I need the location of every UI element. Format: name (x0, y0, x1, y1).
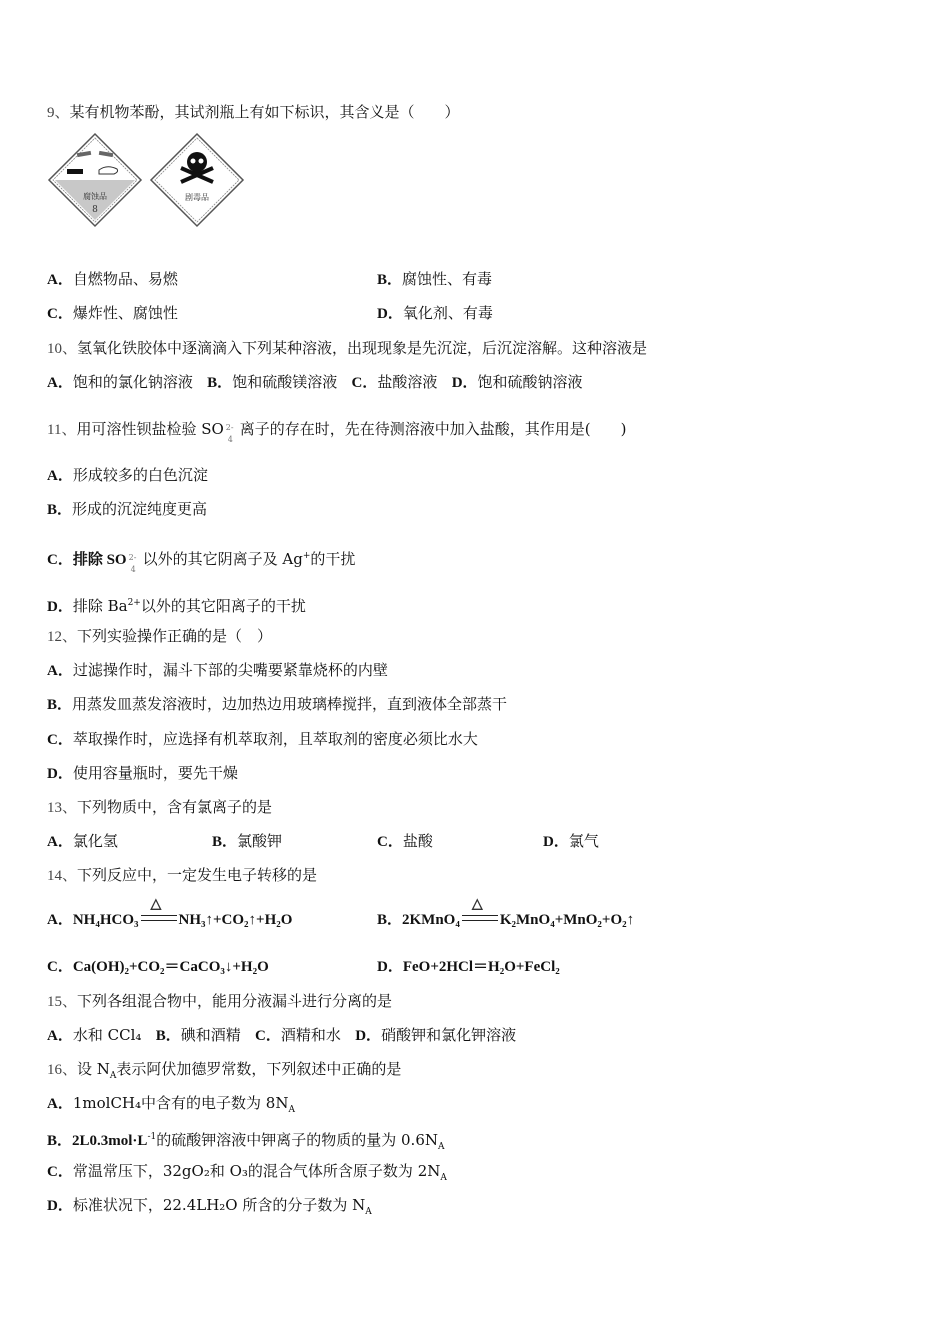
option-c[interactable]: C．酒精和水 (255, 1026, 341, 1044)
hazard-signs (47, 132, 247, 232)
option-a[interactable]: A．1molCH₄中含有的电子数为 $8N_A$ (47, 1094, 295, 1115)
option-b[interactable]: B．2KMnO₄ △ K₂MnO₄+MnO₂+O₂↑ (377, 910, 634, 931)
option-a[interactable]: A．氯化氢 (47, 832, 118, 850)
option-b[interactable]: B．用蒸发皿蒸发溶液时，边加热边用玻璃棒搅拌，直到液体全部蒸干 (47, 695, 508, 713)
option-d[interactable]: D．FeO+2HCl＝H₂O+FeCl₂ (377, 959, 560, 975)
option-c[interactable]: C．盐酸 (377, 832, 433, 850)
option-a[interactable]: A．过滤操作时，漏斗下部的尖嘴要紧靠烧杯的内壁 (47, 661, 388, 679)
option-c[interactable]: C．爆炸性、腐蚀性 (47, 304, 178, 322)
question-10-stem: 10、氢氧化铁胶体中逐滴滴入下列某种溶液，出现现象是先沉淀，后沉淀溶解。这种溶液是 (47, 339, 648, 357)
option-d[interactable]: D．饱和硫酸钠溶液 (451, 373, 583, 391)
option-d[interactable]: D．标准状况下，22.4LH₂O 所含的分子数为 $N_A$ (47, 1196, 372, 1217)
option-a[interactable]: A．水和 CCl₄ (47, 1026, 142, 1044)
svg-text:腐蚀品: 腐蚀品 (83, 192, 107, 201)
option-d[interactable]: D．氯气 (543, 832, 599, 850)
option-c[interactable]: C．Ca(OH)₂+CO₂＝CaCO₃↓+H₂O (47, 959, 269, 975)
question-10-options (47, 372, 583, 393)
question-16-stem: 16、设 $N_A$表示阿伏加德罗常数，下列叙述中正确的是 (47, 1060, 402, 1081)
option-a[interactable]: A．形成较多的白色沉淀 (47, 466, 208, 484)
question-11-stem: 11、用可溶性钡盐检验 SO 2- 4 离子的存在时，先在待测溶液中加入盐酸，其作用是( ) (47, 420, 627, 444)
option-c[interactable]: C．盐酸溶液 (351, 373, 438, 391)
svg-text:剧毒品: 剧毒品 (185, 193, 209, 202)
question-9-stem (47, 102, 460, 123)
option-d[interactable]: D．排除 $Ba^{2+}$以外的其它阳离子的干扰 (47, 597, 306, 615)
option-a[interactable]: A．饱和的氯化钠溶液 (47, 373, 193, 391)
option-d[interactable]: D．硝酸钾和氯化钾溶液 (355, 1026, 517, 1044)
option-a[interactable]: A．自燃物品、易燃 (47, 270, 178, 288)
question-14-stem: 14、下列反应中，一定发生电子转移的是 (47, 866, 318, 884)
option-d[interactable]: D．氧化剂、有毒 (377, 304, 493, 322)
option-c[interactable]: C．排除 SO 2- 4 以外的其它阴离子及 Ag+的干扰 (47, 550, 356, 574)
heating-equals-icon: △ (139, 911, 179, 931)
option-a[interactable]: A．NH₄HCO₃ △ NH₃↑+CO₂↑+H₂O (47, 910, 292, 931)
question-12-stem: 12、下列实验操作正确的是（ ） (47, 627, 273, 645)
question-number: 9、 (47, 105, 70, 121)
option-c[interactable]: C．萃取操作时，应选择有机萃取剂，且萃取剂的密度必须比水大 (47, 730, 478, 748)
option-b[interactable]: B．$2L0.3mol\cdot L^{-1}$的硫酸钾溶液中钾离子的物质的量为 $0.6N_A$ (47, 1131, 445, 1152)
corrosive-label-icon (47, 132, 247, 232)
option-b[interactable]: B．氯酸钾 (212, 832, 283, 850)
svg-text:8: 8 (92, 205, 98, 215)
question-15-options (47, 1025, 516, 1046)
option-c[interactable]: C．常温常压下，32gO₂和 O₃的混合气体所含原子数为 $2N_A$ (47, 1162, 447, 1183)
option-b[interactable]: B．形成的沉淀纯度更高 (47, 500, 208, 518)
question-13-stem: 13、下列物质中，含有氯离子的是 (47, 798, 273, 816)
question-15-stem: 15、下列各组混合物中，能用分液漏斗进行分离的是 (47, 992, 393, 1010)
option-d[interactable]: D．使用容量瓶时，要先干燥 (47, 764, 238, 782)
heating-equals-icon: △ (460, 911, 500, 931)
question-text: 某有机物苯酚，其试剂瓶上有如下标识，其含义是（ ） (69, 103, 460, 121)
option-b[interactable]: B．碘和酒精 (155, 1026, 241, 1044)
option-b[interactable]: B．腐蚀性、有毒 (377, 270, 493, 288)
option-b[interactable]: B．饱和硫酸镁溶液 (207, 373, 338, 391)
